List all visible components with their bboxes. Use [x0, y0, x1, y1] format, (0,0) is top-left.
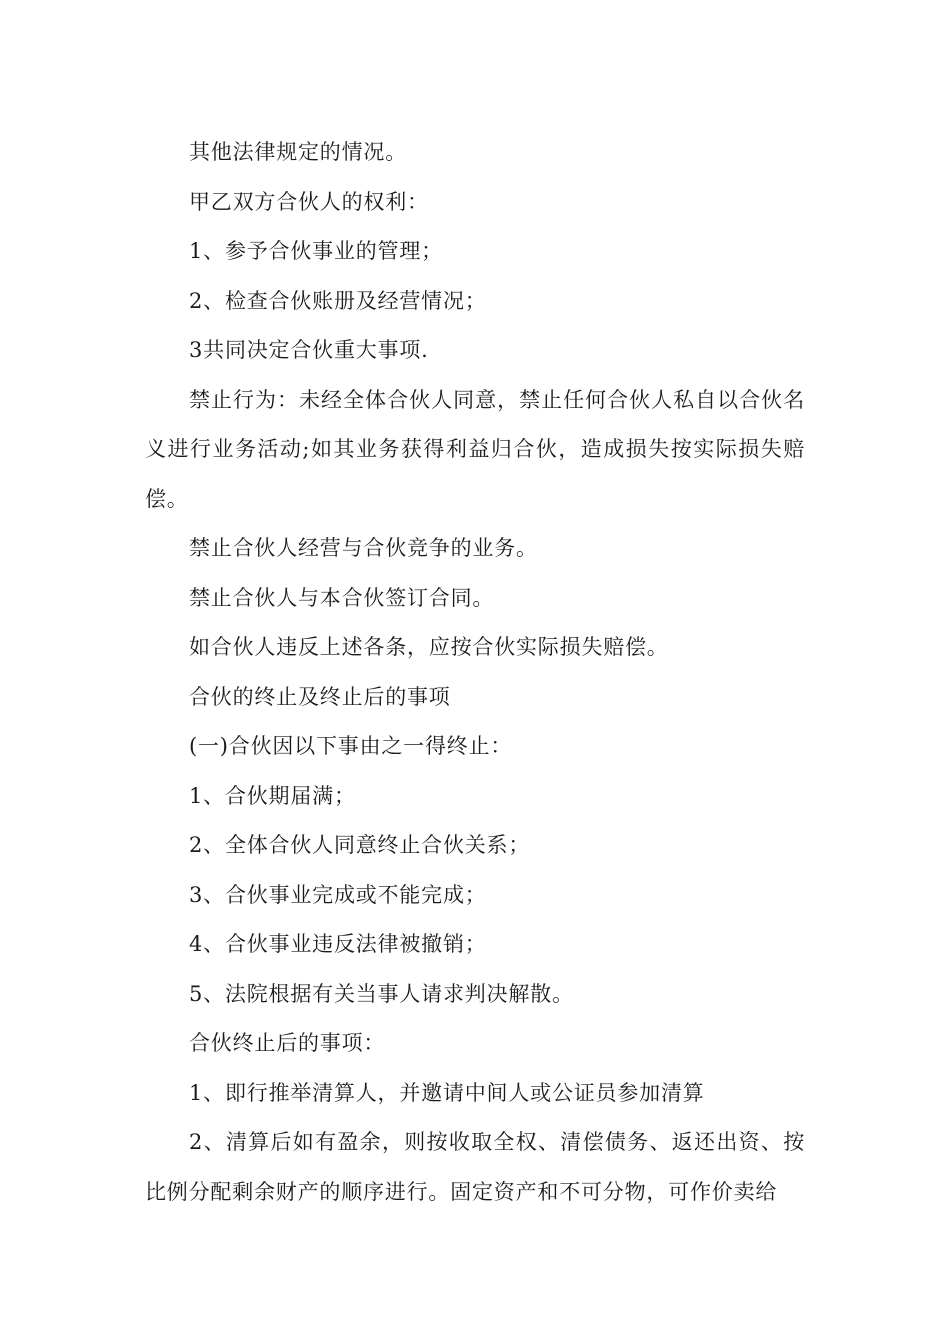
list-item: 4、合伙事业违反法律被撤销；	[189, 932, 487, 956]
list-item: 3共同决定合伙重大事项.	[189, 338, 429, 362]
paragraph: 禁止行为：未经全体合伙人同意，禁止任何合伙人私自以合伙名义进行业务活动;如其业务获得利益归合伙，造成损失按实际损失赔偿。	[145, 387, 805, 511]
paragraph: 合伙终止后的事项：	[189, 1031, 386, 1055]
list-item: 1、参予合伙事业的管理；	[189, 239, 443, 263]
subsection-heading: (一)合伙因以下事由之一得终止：	[189, 734, 513, 758]
paragraph: 禁止合伙人经营与合伙竞争的业务。	[189, 536, 538, 560]
list-item: 5、法院根据有关当事人请求判决解散。	[189, 981, 574, 1006]
list-item: 2、检查合伙账册及经营情况；	[189, 288, 487, 313]
list-item: 2、清算后如有盈余，则按收取全权、清偿债务、返还出资、按比例分配剩余财产的顺序进行。固定资产和不可分物，可作价卖给	[145, 1130, 805, 1204]
paragraph: 如合伙人违反上述各条，应按合伙实际损失赔偿。	[189, 635, 669, 659]
list-item: 1、合伙期届满；	[189, 783, 356, 808]
paragraph: 甲乙双方合伙人的权利：	[189, 189, 429, 214]
list-item: 1、即行推举清算人，并邀请中间人或公证员参加清算	[189, 1080, 705, 1105]
paragraph: 其他法律规定的情况。	[189, 140, 407, 164]
document-body	[145, 128, 805, 1217]
section-heading: 合伙的终止及终止后的事项	[189, 684, 451, 709]
paragraph: 禁止合伙人与本合伙签订合同。	[189, 585, 495, 610]
list-item: 3、合伙事业完成或不能完成；	[189, 882, 487, 907]
list-item: 2、全体合伙人同意终止合伙关系；	[189, 833, 531, 857]
